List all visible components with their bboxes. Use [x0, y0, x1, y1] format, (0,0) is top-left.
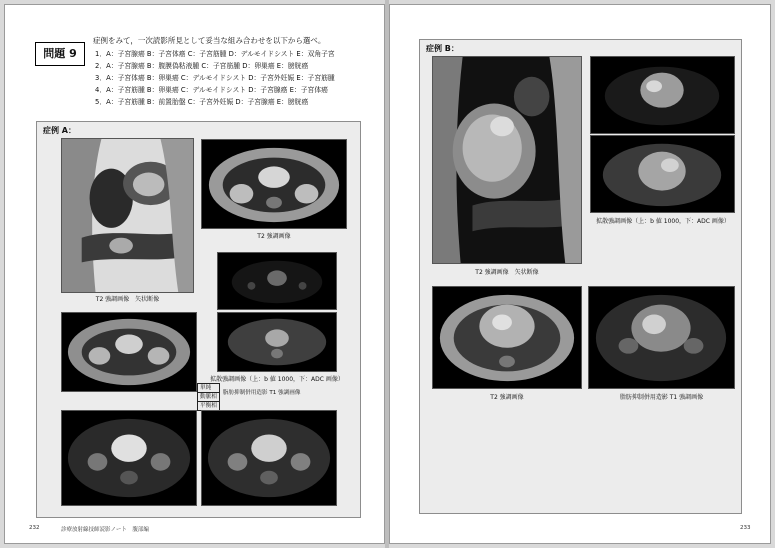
case-b-label: 症例 B：: [426, 44, 459, 53]
case-a-t1-contrast-mri-1: [61, 410, 197, 506]
case-b-sagittal-mri: [432, 56, 582, 264]
caption-t2-axial: T2 強調画像: [257, 233, 291, 240]
caption-b-sagittal: T2 強調画像 矢状断像: [475, 269, 539, 276]
question-prompt: 症例をみて，一次読影所見として妥当な組み合わせを以下から選べ。: [93, 36, 326, 45]
case-b-panel: [419, 39, 742, 514]
case-a-t2-lower-mri: [61, 312, 197, 392]
case-b-t2-axial-mri: [432, 286, 582, 389]
page-number-right: 233: [740, 525, 751, 531]
case-a-sagittal-mri: [61, 138, 194, 293]
caption-b-t2-axial: T2 強調画像: [490, 394, 524, 401]
case-a-label: 症例 A：: [43, 126, 76, 135]
answer-option: 2．A：子宮腺癌 B：腹膜偽粘液腫 C：子宮筋腫 D：卵巣癌 E：膀胱癌: [95, 62, 309, 70]
label-dynamic: 動脈相: [198, 393, 220, 402]
label-equilibrium: 平衡相: [198, 402, 220, 411]
case-a-t2-axial-mri: [201, 139, 347, 229]
caption-dwi: 拡散強調画像（上：b 値 1000，下：ADC 画像）: [210, 376, 344, 383]
caption-sagittal: T2 強調画像 矢状断像: [95, 296, 160, 303]
question-badge: 問題 9: [35, 42, 85, 66]
left-page: [4, 4, 385, 544]
running-title: 診療放射線技師読影ノート 腹部編: [61, 527, 149, 533]
answer-option: 5．A：子宮筋腫 B：前置胎盤 C：子宮外妊娠 D：子宮腺癌 E：膀胱癌: [95, 98, 309, 106]
right-page: [389, 4, 771, 544]
sequence-label-table: [197, 383, 302, 411]
answer-option: 4．A：子宮筋腫 B：卵巣癌 C：デルモイドシスト D：子宮腺癌 E：子宮体癌: [95, 86, 328, 94]
case-a-t1-contrast-mri-2: [201, 410, 337, 506]
case-b-t1-contrast-mri: [588, 286, 735, 389]
answer-option: 3．A：子宮体癌 B：卵巣癌 C：デルモイドシスト D：子宮外妊娠 E：子宮筋腫: [95, 74, 335, 82]
case-b-dwi-b1000-mri: [590, 56, 735, 134]
label-plain: 単純: [198, 384, 220, 393]
label-sequence-description: 脂肪抑制併用造影 T1 強調画像: [222, 389, 301, 396]
page-number-left: 232: [29, 525, 40, 531]
case-a-panel: [36, 121, 361, 518]
caption-b-dwi: 拡散強調画像（上：b 値 1000，下：ADC 画像）: [596, 218, 730, 225]
caption-b-t1-contrast: 脂肪抑制併用造影 T1 強調画像: [619, 394, 704, 401]
case-b-adc-mri: [590, 135, 735, 213]
answer-option: 1．A：子宮腺癌 B：子宮体癌 C：子宮筋腫 D：デルモイドシスト E：双角子宮: [95, 50, 335, 58]
case-a-dwi-b1000-mri: [217, 252, 337, 310]
answer-options: [95, 48, 335, 108]
case-a-adc-mri: [217, 312, 337, 372]
